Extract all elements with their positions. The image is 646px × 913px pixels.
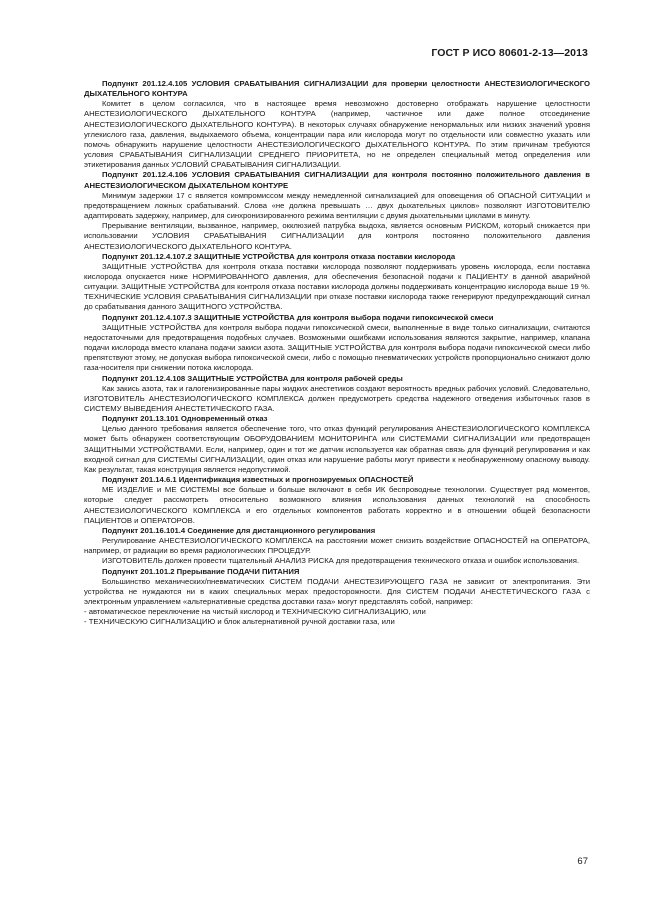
list-item: - ТЕХНИЧЕСКУЮ СИГНАЛИЗАЦИЮ и блок альтернативной ручной доставки газа, или <box>84 617 395 627</box>
paragraph: МЕ ИЗДЕЛИЕ и МЕ СИСТЕМЫ все больше и больше включают в себя ИК беспроводные технологии. Существует ряд моментов, которые следует рассмотреть относительно возможного влияния использования данных технологий на способность АНЕСТЕЗИОЛОГИЧЕСКОГО КОМПЛЕКСА и его отдельных компонентов работать корректно и в отношении общей безопасности ПАЦИЕНТОВ и ОПЕРАТОРОВ. <box>84 485 590 525</box>
heading-201-101-2: Подпункт 201.101.2 Прерывание ПОДАЧИ ПИТАНИЯ <box>102 566 300 576</box>
heading-201-13-101: Подпункт 201.13.101 Одновременный отказ <box>102 414 268 424</box>
paragraph: ИЗГОТОВИТЕЛЬ должен провести тщательный АНАЛИЗ РИСКА для предотвращения технического отказа и ошибок использования. <box>102 556 580 566</box>
paragraph: Регулирование АНЕСТЕЗИОЛОГИЧЕСКОГО КОМПЛЕКСА на расстоянии может снизить воздействие ОПАСНОСТЕЙ на ОПЕРАТОРА, например, от радиации во время радиологических ПРОЦЕДУР. <box>84 536 590 556</box>
heading-201-12-4-107-2: Подпункт 201.12.4.107.2 ЗАЩИТНЫЕ УСТРОЙСТВА для контроля отказа поставки кислорода <box>102 251 456 261</box>
list-item: - автоматическое переключение на чистый кислород и ТЕХНИЧЕСКУЮ СИГНАЛИЗАЦИЮ, или <box>84 607 426 617</box>
paragraph: Комитет в целом согласился, что в настоящее время невозможно достоверно отображать нарушение целостности АНЕСТЕЗИОЛОГИЧЕСКОГО ДЫХАТЕЛЬНОГО КОНТУРА (например, частичное или даже полное отсоединение АНЕСТЕЗИОЛОГИЧЕСКОГО ДЫХАТЕЛЬНОГО КОНТУРА). В некоторых случаях обнаружение ненормальных или низких значений уровня углекислого газа, давления, выдыхаемого объема, концентрации пара или кислорода могут по отдельности или совместно указать или помочь обнаружить нарушение целостности АНЕСТЕЗИОЛОГИЧЕСКОГО ДЫХАТЕЛЬНОГО КОНТУРА. По этим причинам требуются условия СРАБАТЫВАНИЯ СИГНАЛИЗАЦИИ СРЕДНЕГО ПРИОРИТЕТА, но не определен специальный метод определения или этикетирования данных УСЛОВИЙ СРАБАТЫВАНИЯ СИГНАЛИЗАЦИИ. <box>84 99 590 170</box>
heading-201-12-4-105: Подпункт 201.12.4.105 УСЛОВИЯ СРАБАТЫВАНИЯ СИГНАЛИЗАЦИИ для проверки целостности АНЕСТЕЗИОЛОГИЧЕСКОГО ДЫХАТЕЛЬНОГО КОНТУРА <box>84 79 590 99</box>
document-id-header: ГОСТ Р ИСО 80601-2-13—2013 <box>431 47 588 59</box>
paragraph: Как закись азота, так и галогенизированные пары жидких анестетиков создают вероятность вредных рабочих условий. Следовательно, ИЗГОТОВИТЕЛЬ АНЕСТЕЗИОЛОГИЧЕСКОГО КОМПЛЕКСА должен предусмотреть средства надежного отведения избыточных газов в СИСТЕМУ ВЫВЕДЕНИЯ АНЕСТЕТИЧЕСКОГО ГАЗА. <box>84 383 590 413</box>
paragraph: ЗАЩИТНЫЕ УСТРОЙСТВА для контроля выбора подачи гипоксической смеси, выполненные в виде только сигнализации, считаются недостаточными для предотвращения подобных случаев. Возможными ошибками использования являются закрытие, например, клапана подачи кислорода вместо клапана подачи закиси азота. ЗАЩИТНЫЕ УСТРОЙСТВА для контроля выбора подачи гипоксической смеси либо препятствуют этому, не допуская выбора гипоксической смеси, либо с помощью пневматических устройств пропорционально снижают долю газа-носителя при снижении потока кислорода. <box>84 322 590 373</box>
heading-201-12-4-108: Подпункт 201.12.4.108 ЗАЩИТНЫЕ УСТРОЙСТВА для контроля рабочей среды <box>102 373 403 383</box>
paragraph: Минимум задержки 17 с является компромиссом между немедленной сигнализацией для оповещения об ОПАСНОЙ СИТУАЦИИ и предотвращением ложных срабатываний. Слова «не должна превышать … двух дыхательных циклов» позволяют ИЗГОТОВИТЕЛЮ адаптировать задержку, например, для синхронизированного режима вентиляции с двумя дыхательными циклами в минуту. <box>84 190 590 221</box>
heading-201-16-101-4: Подпункт 201.16.101.4 Соединение для дистанционного регулирования <box>102 525 376 535</box>
paragraph: Большинство механических/пневматических СИСТЕМ ПОДАЧИ АНЕСТЕЗИРУЮЩЕГО ГАЗА не зависит от электропитания. Эти устройства не нуждаются ни в каких специальных мерах предосторожности. Для СИСТЕМ ПОДАЧИ АНЕСТЕТИЧЕСКОГО ГАЗА с электронным управлением «альтернативные средства доставки газа» могут представлять собой, например: <box>84 576 590 606</box>
paragraph: ЗАЩИТНЫЕ УСТРОЙСТВА для контроля отказа поставки кислорода позволяют поддерживать уровень кислорода, если поставка кислорода опускается ниже НОРМИРОВАННОГО давления, для обеспечения безопасной подачи к ПАЦИЕНТУ в данной аварийной ситуации. ЗАЩИТНЫЕ УСТРОЙСТВА для контроля отказа поставки кислорода должны поддерживать концентрацию кислорода выше 19 %. ТЕХНИЧЕСКИЕ УСЛОВИЯ СРАБАТЫВАНИЯ СИГНАЛИЗАЦИИ при отказе поставки кислорода также генерируют предупреждающий сигнал до срабатывания данного ЗАЩИТНОГО УСТРОЙСТВА. <box>84 261 590 312</box>
paragraph: Целью данного требования является обеспечение того, что отказ функций регулирования АНЕСТЕЗИОЛОГИЧЕСКОГО КОМПЛЕКСА может быть обнаружен соответствующим ОБОРУДОВАНИЕМ МОНИТОРИНГА или СИСТЕМАМИ СИГНАЛИЗАЦИИ или предотвращен ЗАЩИТНЫМИ УСТРОЙСТВАМИ. Если, например, один и тот же датчик используется как обратная связь для функций регулирования и как входной сигнал для СИСТЕМЫ СИГНАЛИЗАЦИИ, один отказ или нарушение работы могут привести к необнаруженному опасному выводу. Как результат, такая конструкция является недопустимой. <box>84 424 590 474</box>
heading-201-12-4-106: Подпункт 201.12.4.106 УСЛОВИЯ СРАБАТЫВАНИЯ СИГНАЛИЗАЦИИ для контроля постоянно положительного давления в АНЕСТЕЗИОЛОГИЧЕСКОМ ДЫХАТЕЛЬНОМ КОНТУРЕ <box>84 170 590 190</box>
heading-201-12-4-107-3: Подпункт 201.12.4.107.3 ЗАЩИТНЫЕ УСТРОЙСТВА для контроля выбора подачи гипоксической смеси <box>102 312 494 322</box>
page-number: 67 <box>577 856 588 867</box>
heading-201-14-6-1: Подпункт 201.14.6.1 Идентификация известных и прогнозируемых ОПАСНОСТЕЙ <box>102 475 414 485</box>
document-body <box>84 79 590 627</box>
paragraph: Прерывание вентиляции, вызванное, например, окклюзией патрубка выдоха, является основным РИСКОМ, который снижается при использовании УСЛОВИЯ СРАБАТЫВАНИЯ СИГНАЛИЗАЦИИ для контроля постоянно положительного давления АНЕСТЕЗИОЛОГИЧЕСКОГО ДЫХАТЕЛЬНОГО КОНТУРА. <box>84 221 590 251</box>
